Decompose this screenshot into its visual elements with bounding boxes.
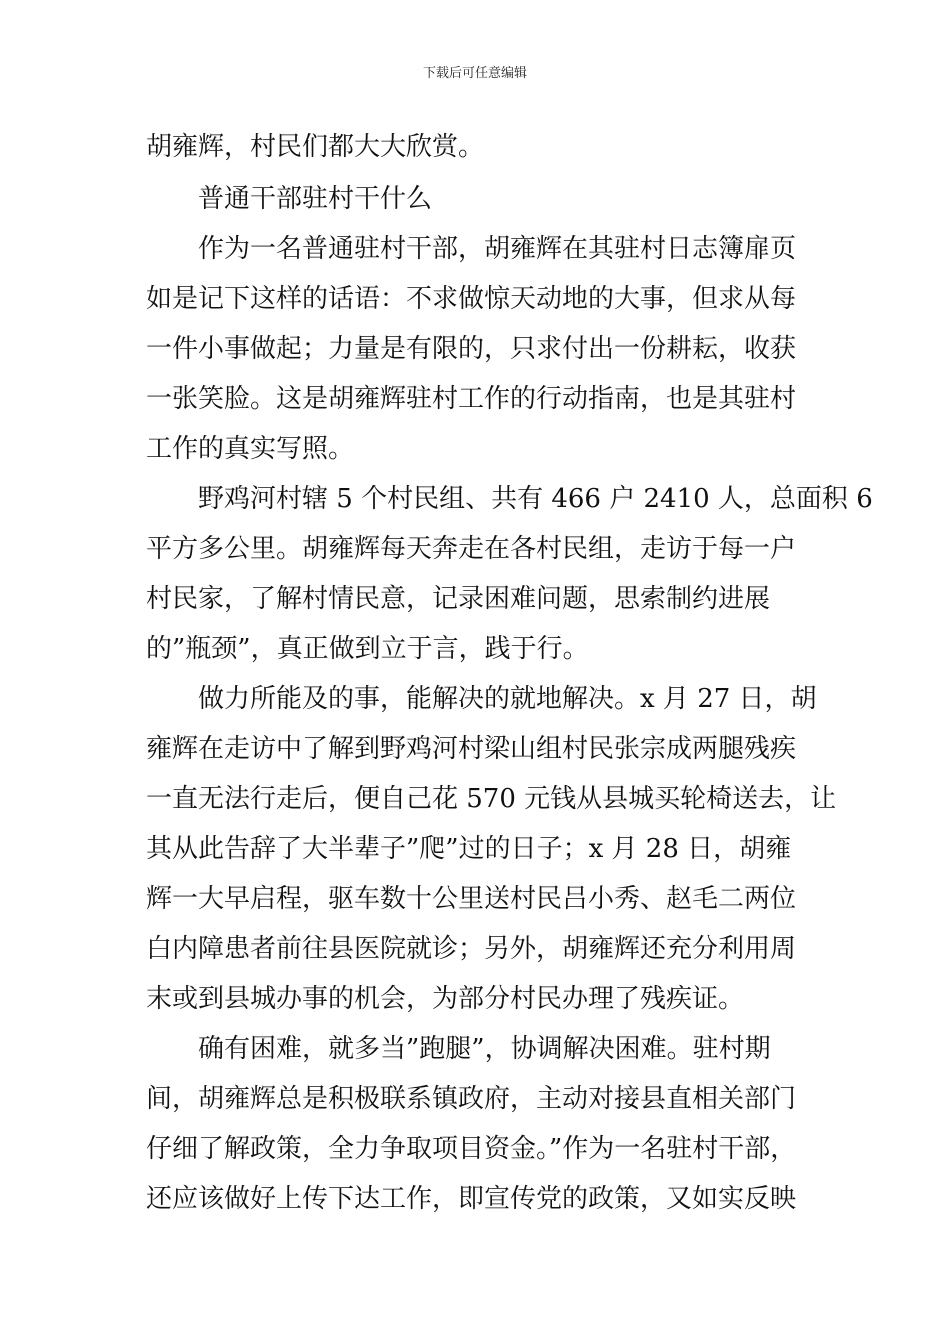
section-heading: 普通干部驻村干什么 [198, 184, 433, 214]
body-line: 村民家，了解村情民意，记录困难问题，思索制约进展 [146, 584, 771, 614]
body-line: 间，胡雍辉总是积极联系镇政府，主动对接县直相关部门 [146, 1084, 797, 1114]
body-line: 雍辉在走访中了解到野鸡河村梁山组村民张宗成两腿残疾 [146, 734, 797, 764]
body-line: 确有困难，就多当”跑腿”，协调解决困难。驻村期 [198, 1034, 771, 1064]
body-line: 平方多公里。胡雍辉每天奔走在各村民组，走访于每一户 [146, 534, 797, 564]
body-line: 末或到县城办事的机会，为部分村民办理了残疾证。 [146, 984, 745, 1014]
page-header-note: 下载后可任意编辑 [422, 66, 527, 81]
body-line: 还应该做好上传下达工作，即宣传党的政策，又如实反映 [146, 1184, 797, 1214]
body-line: 其从此告辞了大半辈子”爬”过的日子；x 月 28 日，胡雍 [146, 834, 792, 864]
body-line: 胡雍辉，村民们都大大欣赏。 [146, 132, 485, 162]
body-line: 白内障患者前往县医院就诊；另外，胡雍辉还充分利用周 [146, 934, 797, 964]
body-line: 辉一大早启程，驱车数十公里送村民吕小秀、赵毛二两位 [146, 884, 797, 914]
body-line: 一直无法行走后，便自己花 570 元钱从县城买轮椅送去，让 [146, 784, 837, 814]
body-line: 野鸡河村辖 5 个村民组、共有 466 户 2410 人，总面积 6 [198, 484, 873, 514]
body-line: 作为一名普通驻村干部，胡雍辉在其驻村日志簿扉页 [198, 234, 797, 264]
body-line: 做力所能及的事，能解决的就地解决。x 月 27 日，胡 [198, 684, 817, 714]
body-line: 的”瓶颈”，真正做到立于言，践于行。 [146, 634, 589, 664]
body-line: 仔细了解政策，全力争取项目资金。”作为一名驻村干部， [146, 1134, 797, 1164]
body-line: 如是记下这样的话语：不求做惊天动地的大事，但求从每 [146, 284, 797, 314]
body-line: 工作的真实写照。 [146, 434, 355, 464]
body-line: 一件小事做起；力量是有限的，只求付出一份耕耘，收获 [146, 334, 797, 364]
body-line: 一张笑脸。这是胡雍辉驻村工作的行动指南，也是其驻村 [146, 384, 797, 414]
